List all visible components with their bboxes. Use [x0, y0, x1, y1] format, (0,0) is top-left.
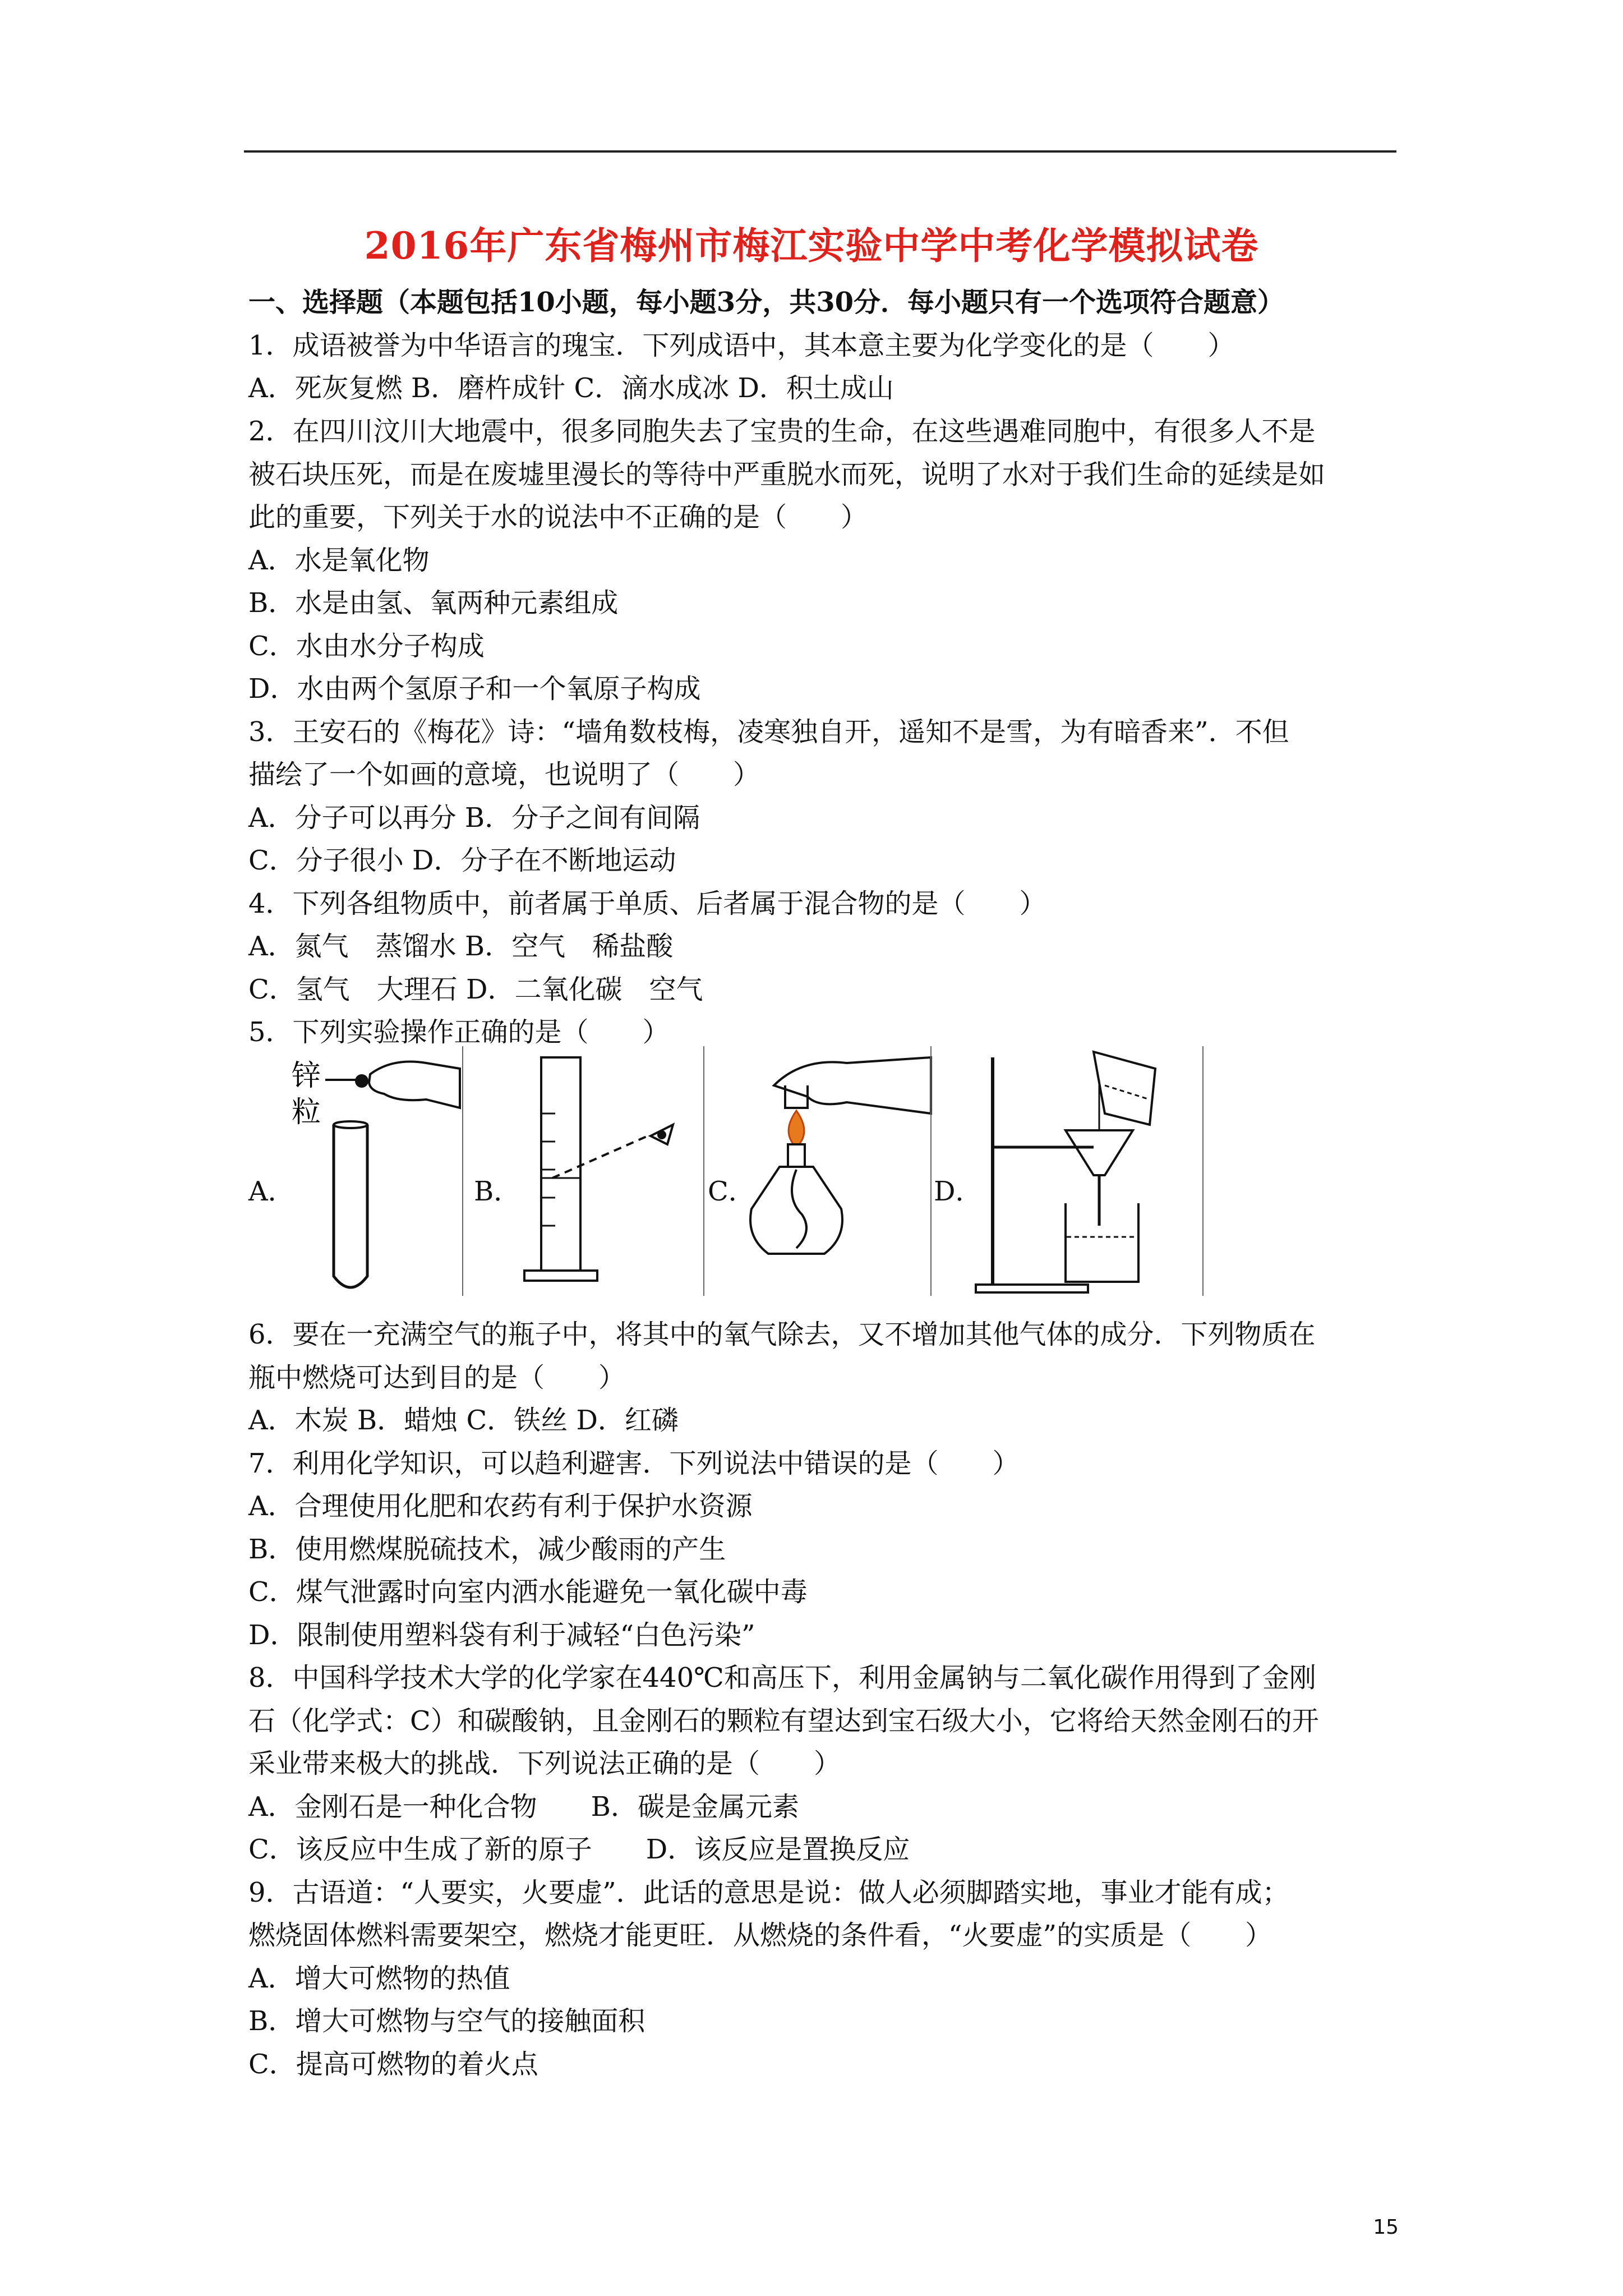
text-line: A．木炭 B．蜡烛 C．铁丝 D．红磷: [248, 1405, 679, 1436]
text-line: A．金刚石是一种化合物 B．碳是金属元素: [248, 1791, 799, 1823]
option-a-label: A．: [248, 1176, 295, 1207]
text-line: 1．成语被誉为中华语言的瑰宝．下列成语中，其本意主要为化学变化的是（ ）: [248, 330, 1235, 361]
figure-b-graduated-cylinder: [508, 1046, 707, 1296]
figure-c-alcohol-lamp: [740, 1046, 934, 1296]
text-line: B．增大可燃物与空气的接触面积: [248, 2005, 645, 2037]
text-line: 7．利用化学知识，可以趋利避害．下列说法中错误的是（ ）: [248, 1448, 1020, 1479]
text-line: 被石块压死，而是在废墟里漫长的等待中严重脱水而死，说明了水对于我们生命的延续是如: [248, 459, 1326, 490]
text-line: 石（化学式：C）和碳酸钠，且金刚石的颗粒有望达到宝石级大小，它将给天然金刚石的开: [248, 1705, 1319, 1737]
text-line: 采业带来极大的挑战．下列说法正确的是（ ）: [248, 1748, 841, 1779]
page-number: 15: [1373, 2216, 1399, 2239]
text-line: C．氢气 大理石 D．二氧化碳 空气: [248, 974, 703, 1005]
text-line: D．限制使用塑料袋有利于减轻“白色污染”: [248, 1619, 755, 1651]
option-c-label: C．: [708, 1176, 755, 1207]
text-line: 3．王安石的《梅花》诗：“墙角数枝梅，凌寒独自开，遥知不是雪，为有暗香来”．不但: [248, 716, 1289, 748]
text-line: C．该反应中生成了新的原子 D．该反应是置换反应: [248, 1834, 910, 1865]
text-line: 4．下列各组物质中，前者属于单质、后者属于混合物的是（ ）: [248, 888, 1046, 919]
text-line: D．水由两个氢原子和一个氧原子构成: [248, 673, 701, 705]
text-line: A．水是氧化物: [248, 545, 430, 576]
text-line: A．氮气 蒸馏水 B．空气 稀盐酸: [248, 931, 674, 962]
option-b-label: B．: [474, 1176, 521, 1207]
page-title: 2016年广东省梅州市梅江实验中学中考化学模拟试卷: [364, 224, 1259, 268]
text-line: B．使用燃煤脱硫技术，减少酸雨的产生: [248, 1534, 726, 1565]
figure-d-filtration: [970, 1046, 1206, 1296]
text-line: A．死灰复燃 B．磨杵成针 C．滴水成冰 D．积土成山: [248, 372, 894, 404]
zinc-label-2: 粒: [292, 1096, 321, 1129]
text-line: 燃烧固体燃料需要架空，燃烧才能更旺．从燃烧的条件看，“火要虚”的实质是（ ）: [248, 1920, 1272, 1951]
figure-a-zinc-test-tube: [280, 1046, 465, 1296]
option-d-label: D．: [934, 1176, 983, 1207]
zinc-label-1: 锌: [292, 1059, 321, 1093]
text-line: C．提高可燃物的着火点: [248, 2049, 538, 2080]
text-line: B．水是由氢、氧两种元素组成: [248, 587, 619, 619]
text-line: 6．要在一充满空气的瓶子中，将其中的氧气除去，又不增加其他气体的成分．下列物质在: [248, 1319, 1316, 1350]
text-line: 瓶中燃烧可达到目的是（ ）: [248, 1362, 626, 1393]
text-line: C．分子很小 D．分子在不断地运动: [248, 845, 676, 876]
text-line: 描绘了一个如画的意境，也说明了（ ）: [248, 759, 760, 790]
header-rule: [244, 150, 1396, 153]
text-line: C．水由水分子构成: [248, 631, 485, 662]
text-line: 5．下列实验操作正确的是（ ）: [248, 1016, 670, 1048]
text-line: 9．古语道：“人要实，火要虚”．此话的意思是说：做人必须脚踏实地，事业才能有成；: [248, 1877, 1289, 1908]
text-line: C．煤气泄露时向室内洒水能避免一氧化碳中毒: [248, 1576, 808, 1608]
text-line: 此的重要，下列关于水的说法中不正确的是（ ）: [248, 501, 868, 533]
text-line: 8．中国科学技术大学的化学家在440℃和高压下，利用金属钠与二氧化碳作用得到了金刚: [248, 1662, 1316, 1694]
section-heading: 一、选择题（本题包括10小题，每小题3分，共30分．每小题只有一个选项符合题意）: [248, 287, 1284, 318]
text-line: 2．在四川汶川大地震中，很多同胞失去了宝贵的生命，在这些遇难同胞中，有很多人不是: [248, 416, 1316, 447]
text-line: A．增大可燃物的热值: [248, 1963, 510, 1994]
text-line: A．分子可以再分 B．分子之间有间隔: [248, 802, 700, 834]
text-line: A．合理使用化肥和农药有利于保护水资源: [248, 1490, 753, 1522]
